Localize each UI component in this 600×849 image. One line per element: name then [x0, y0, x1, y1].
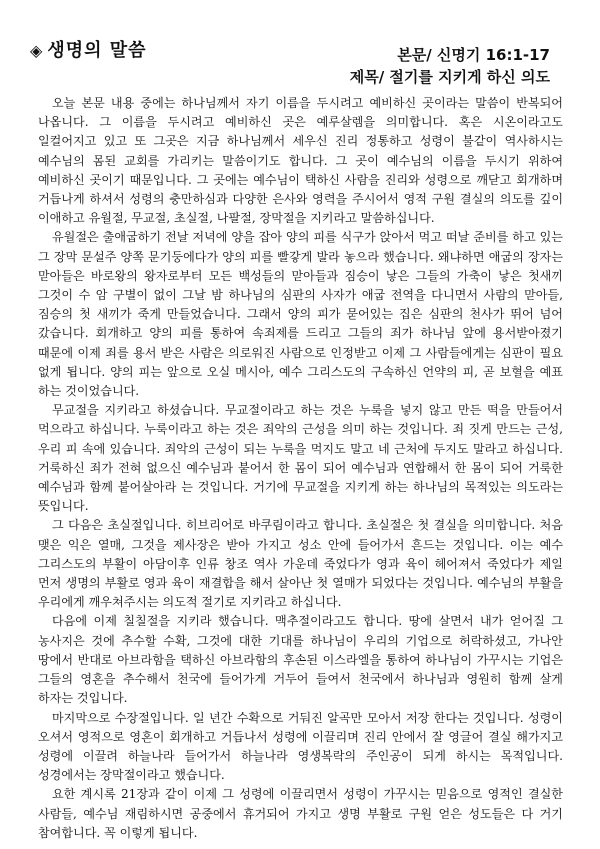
paragraph: 유월절은 출애굽하기 전날 저녁에 양을 잡아 양의 피를 식구가 앉아서 먹고 떠날 준비를 하고 있는 그 장막 문설주 양쪽 문기둥에다가 양의 피를 빨갛게 발라 놓으라 했습니다. 왜냐하면 애굽의 장자는 맏아들은 바로왕의 왕자로부터 모든 백성들의 맏아들과 짐승이 낳은 그들의 가축이 낳은 첫새끼 그것이 수 암 구별이 없이 그날 밤 하나님의 심판의 사자가 애굽 전역을 다니면서 사람의 맏아들, 짐승의 첫 새끼가 죽게 만들었습니다. 그래서 양의 피가 묻어있는 집은 심판의 천사가 뛰어 넘어 갔습니다. 회개하고 양의 피를 통하여 속죄제를 드리고 그들의 죄가 하나님 앞에 용서받아졌기 때문에 이제 죄를 용서 받은 사람은 의로워진 사람으로 인정받고 이제 그 사람들에게는 심판이 필요 없게 됩니다. 양의 피는 앞으로 오실 메시아, 예수 그리스도의 구속하신 언약의 피, 곧 보혈을 예표 하는 것이었습니다.	[38, 230, 563, 399]
paragraph: 무교절을 지키라고 하셨습니다. 무교절이라고 하는 것은 누룩을 넣지 않고 만든 떡을 만들어서 먹으라고 하십니다. 누룩이라고 하는 것은 죄악의 근성을 의미 하는 것입니다. 죄 짓게 만드는 근성, 우리 피 속에 있습니다. 죄악의 근성이 되는 누룩을 먹지도 말고 네 근처에 두지도 말라고 하십니다. 거룩하신 죄가 전혀 없으신 예수님과 붙어서 한 몸이 되어 예수님과 연합해서 한 몸이 되어 거룩한 예수님과 함께 붙어살아라 는 것입니다. 거기에 무교절을 지키게 하는 하나님의 목적있는 의도라는 뜻입니다.	[38, 403, 563, 514]
sermon-body	[38, 94, 563, 843]
scripture-label: 본문	[397, 46, 427, 64]
paragraph: 그 다음은 초실절입니다. 히브리어로 바쿠림이라고 합니다. 초실절은 첫 결실을 의미합니다. 처음 맺은 익은 열매, 그것을 제사장은 받아 가지고 성소 안에 들어가서 흔드는 것입니다. 이는 예수 그리스도의 부활이 아담이후 인류 창조 역사 가운데 죽었다가 영과 육이 헤어져서 죽었다가 제일 먼저 생명의 부활로 영과 육이 재결합을 해서 살아난 첫 열매가 되었다는 것입니다. 예수님의 부활을 우리에게 깨우쳐주시는 의도적 절기로 지키라고 하십니다.	[38, 518, 563, 610]
diamond-icon: ◈	[30, 41, 44, 60]
section-title-text: 생명의 말씀	[47, 40, 147, 61]
paragraph: 마지막으로 수장절입니다. 일 년간 수확으로 거둬진 알곡만 모아서 저장 한다는 것입니다. 성령이 오셔서 영적으로 영혼이 회개하고 거듭나서 성령에 이끌리며 진리 안에서 잘 영글어 결실 해가지고 성령에 이끌려 하늘나라 들어가서 하늘나라 영생복락의 주인공이 되게 하시는 목적입니다. 성경에서는 장막절이라고 했습니다.	[38, 710, 563, 783]
scripture-ref: 신명기 16:1-17	[436, 46, 550, 64]
section-title	[30, 36, 147, 62]
title-label: 제목	[349, 68, 379, 86]
page-header	[0, 0, 600, 90]
paragraph: 요한 계시록 21장과 같이 이제 그 성령에 이끌리면서 성령이 가꾸시는 믿음으로 영적인 결실한 사람들, 예수님 재림하시면 공중에서 휴거되어 가지고 생명 부활로 구원 얻은 성도들은 다 거기 참여합니다. 꼭 이렇게 됩니다.	[38, 787, 563, 840]
title-text: 절기를 지키게 하신 의도	[389, 68, 550, 86]
paragraph: 다음에 이제 칠칠절을 지키라 했습니다. 맥추절이라고도 합니다. 땅에 살면서 내가 얻어질 그 농사지은 것에 추수할 수확, 그것에 대한 기대를 하나님이 우리의 기업으로 허락하셨고, 가나안 땅에서 반대로 아브라함을 택하신 아브라함의 후손된 이스라엘을 통하여 하나님이 가꾸시는 기업은 그들의 영혼을 추수해서 천국에 들어가게 거두어 들여서 천국에서 하나님과 영원히 함께 살게 하자는 것입니다.	[38, 614, 563, 706]
sermon-title: 제목/ 절기를 지키게 하신 의도	[349, 68, 550, 86]
paragraph: 오늘 본문 내용 중에는 하나님께서 자기 이름을 두시려고 예비하신 곳이라는 말씀이 반복되어 나옵니다. 그 이름을 두시려고 예비하신 곳은 예루살렘을 의미합니다. 혹은 시온이라고도 일컬어지고 있고 또 그곳은 지금 하나님께서 세우신 진리 정통하고 성령이 불같이 역사하시는 예수님의 몸된 교회를 가리키는 말씀이기도 합니다. 그 곳이 예수님의 이름을 두시기 위하여 예비하신 곳이기 때문입니다. 그 곳에는 예수님이 택하신 사람을 진리와 성령으로 깨닫고 회개하며 거듭나게 하셔서 성령의 충만하심과 다양한 은사와 영력을 주시어서 영적 구원 결실의 의도를 깊이 이애하고 유월절, 무교절, 초실절, 나팔절, 장막절을 지키라고 말씀하십니다.	[38, 96, 563, 226]
scripture-reference: 본문/ 신명기 16:1-17	[397, 46, 550, 64]
